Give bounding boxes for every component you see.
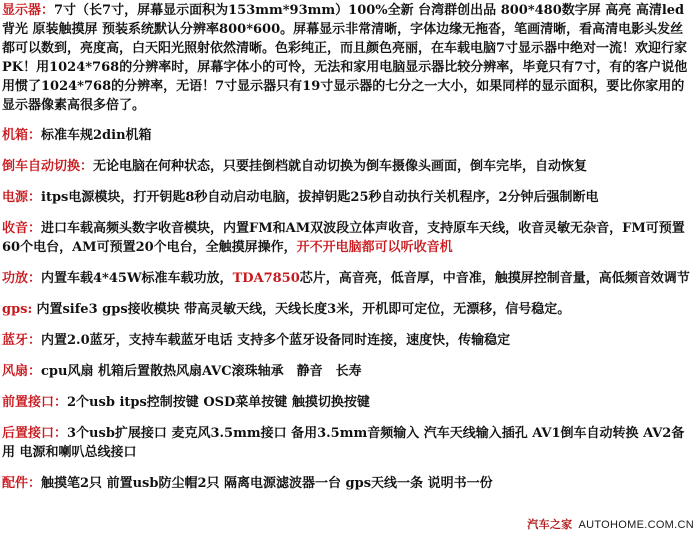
section-reverse-switch <box>2 157 692 176</box>
section-text: itps电源模块，打开钥匙8秒自动启动电脑，拔掉钥匙25秒自动执行关机程序，2分钟后强制断电 <box>41 190 599 205</box>
autohome-watermark <box>527 516 694 532</box>
section-highlight: TDA7850 <box>232 271 300 286</box>
section-power <box>2 188 692 207</box>
watermark-cn: 汽车之家 <box>527 519 573 531</box>
section-label: 机箱： <box>2 128 42 143</box>
section-label: 后置接口： <box>2 426 68 441</box>
section-text: 进口车载高频头数字收音模块，内置FM和AM双波段立体声收音，支持原车天线，收音灵敏无杂音，FM可预置60个电台，AM可预置20个电台，全触摸屏操作， <box>2 221 685 255</box>
section-text: cpu风扇 机箱后置散热风扇AVC滚珠轴承 静音 长寿 <box>41 364 362 379</box>
watermark-en: AUTOHOME.COM.CN <box>578 519 694 531</box>
section-label: 前置接口： <box>2 395 68 410</box>
section-label: 风扇： <box>2 364 42 379</box>
section-text: 2个usb itps控制按键 OSD菜单按键 触摸切换按键 <box>67 395 370 410</box>
section-radio <box>2 219 692 257</box>
section-text: 7寸（长7寸，屏幕显示面积为153mm*93mm）100%全新 台湾群创出品 800*480数字屏 高亮 高清led背光 原装触摸屏 预装系统默认分辨率800*600。屏幕显示非常清晰，字体边缘无拖沓，笔画清晰，看高清电影头发丝都可以数到，亮度高，白天阳光照射依然清晰。色彩纯正，而且颜色亮丽，在车载电脑7寸显示器中绝对一流！欢迎行家PK！用1024*768的分辨率时，屏幕字体小的可怜，无法和家用电脑显示器比较分辨率，毕竟只有7寸，有的客户说他用惯了1024*768的分辨率，无语！7寸显示器只有19寸显示器的七分之一大小，如果同样的显示面积，要比你家用的显示器像素高很多倍了。 <box>2 3 688 113</box>
section-rear-ports <box>2 424 692 462</box>
spec-document <box>2 1 692 505</box>
section-accessories <box>2 474 692 493</box>
section-text: 内置sife3 gps接收模块 带高灵敏天线，天线长度3米，开机即可定位，无漂移，信号稳定。 <box>36 302 571 317</box>
section-fan <box>2 362 692 381</box>
section-label: 蓝牙： <box>2 333 42 348</box>
section-text-before: 内置车载4*45W标准车载功放， <box>41 271 233 286</box>
section-gps <box>2 300 692 319</box>
section-label: 收音： <box>2 221 42 236</box>
section-bluetooth <box>2 331 692 350</box>
section-highlight: 开不开电脑都可以听收音机 <box>296 240 453 255</box>
section-text: 标准车规2din机箱 <box>41 128 152 143</box>
section-label: 显示器： <box>2 3 55 18</box>
section-text: 3个usb扩展接口 麦克风3.5mm接口 备用3.5mm音频输入 汽车天线输入插孔 AV1倒车自动转换 AV2备用 电源和喇叭总线接口 <box>2 426 685 460</box>
section-text: 芯片，高音亮，低音厚，中音准，触摸屏控制音量，高低频音效调节 <box>299 271 690 286</box>
section-label: 电源： <box>2 190 42 205</box>
section-text: 触摸笔2只 前置usb防尘帽2只 隔离电源滤波器一台 gps天线一条 说明书一份 <box>41 476 493 491</box>
section-label: 功放： <box>2 271 42 286</box>
section-chassis <box>2 126 692 145</box>
section-label: 倒车自动切换： <box>2 159 94 174</box>
section-text: 无论电脑在何种状态，只要挂倒档就自动切换为倒车摄像头画面，倒车完毕，自动恢复 <box>93 159 588 174</box>
section-label: gps: <box>2 302 33 317</box>
section-display <box>2 1 692 115</box>
section-front-ports <box>2 393 692 412</box>
section-amplifier <box>2 269 692 288</box>
section-text: 内置2.0蓝牙，支持车载蓝牙电话 支持多个蓝牙设备同时连接，速度快，传输稳定 <box>41 333 511 348</box>
section-label: 配件： <box>2 476 42 491</box>
